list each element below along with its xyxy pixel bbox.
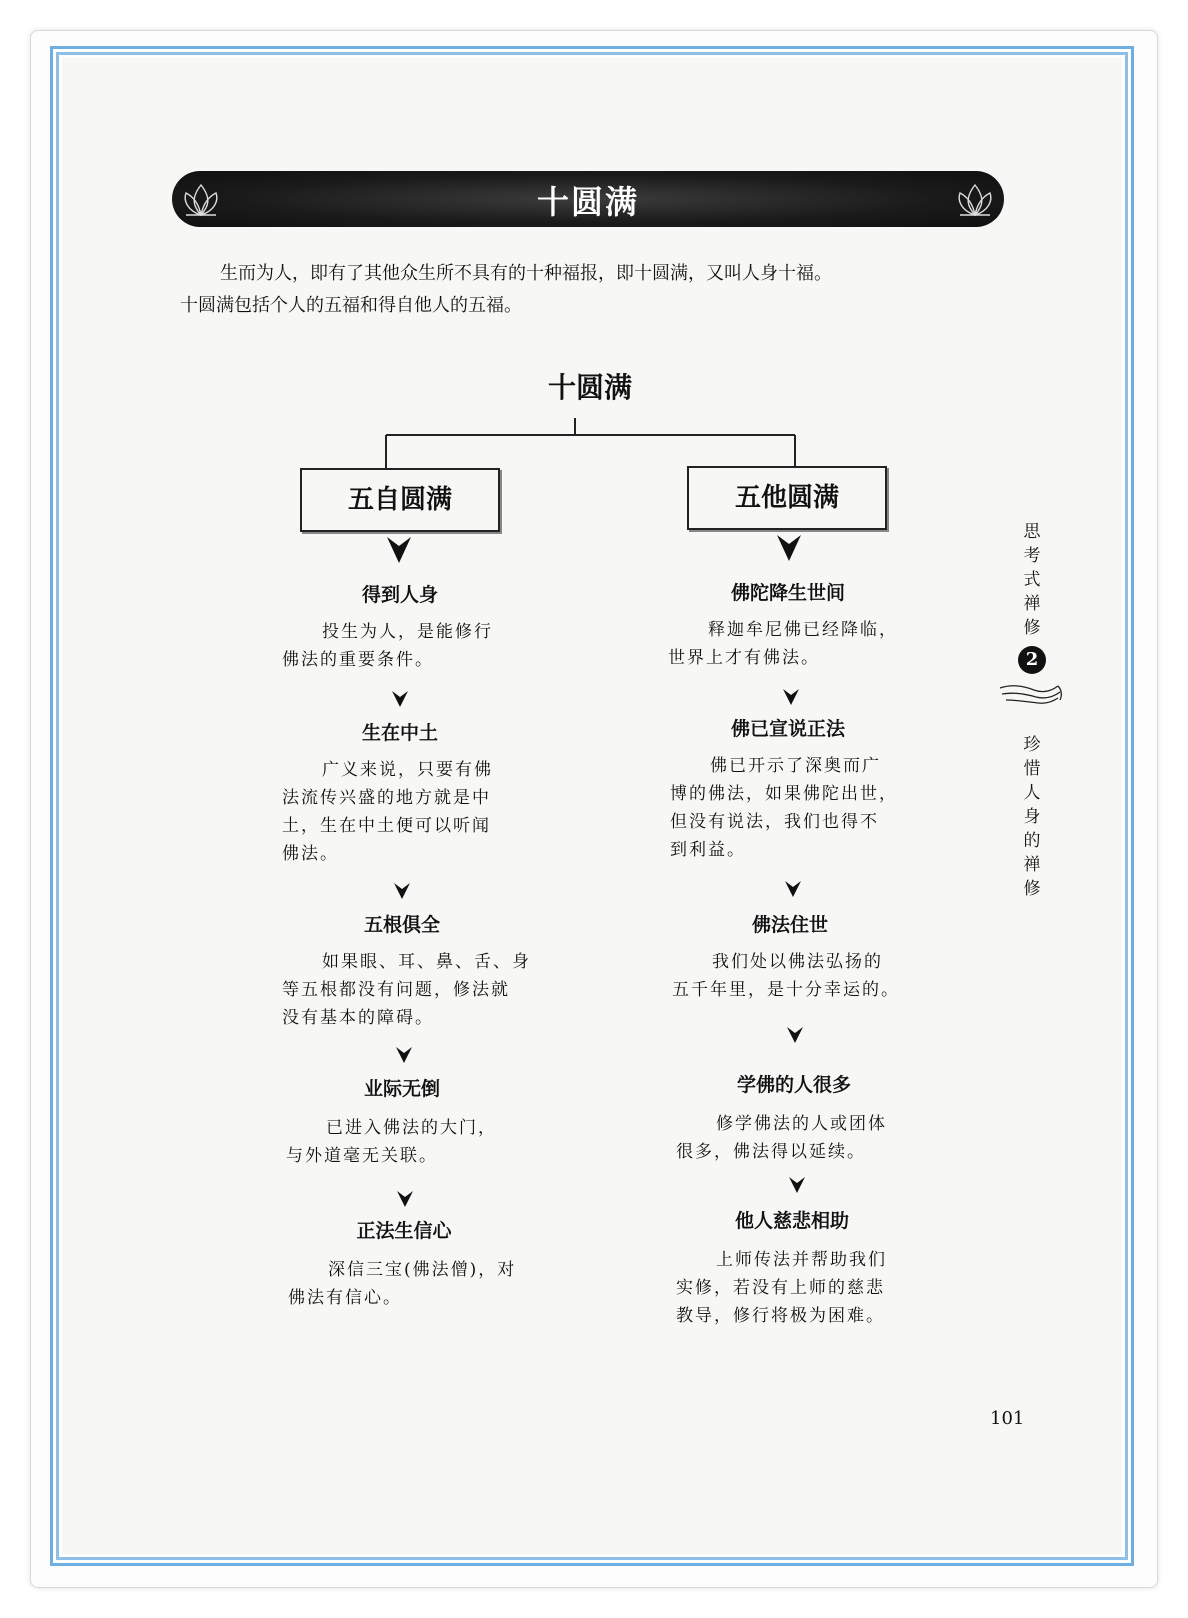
arrow-down-icon <box>776 534 802 562</box>
hand-icon <box>998 674 1064 708</box>
banner-title: 十圆满 <box>536 183 639 221</box>
desc-line: 实修，若没有上师的慈悲 <box>676 1278 885 1298</box>
desc-line: 佛法有信心。 <box>288 1288 402 1308</box>
desc-line: 等五根都没有问题，修法就 <box>282 980 510 1000</box>
side-tab-char: 式 <box>1023 570 1041 590</box>
node-title: 佛已宣说正法 <box>730 718 845 740</box>
node-description <box>670 752 930 864</box>
desc-line: 土，生在中土便可以听闻 <box>282 816 491 836</box>
desc-line: 世界上才有佛法。 <box>668 648 820 668</box>
chapter-side-tab <box>1012 520 1052 901</box>
desc-line: 五千年里，是十分幸运的。 <box>672 980 900 1000</box>
node-title: 佛陀降生世间 <box>730 582 845 604</box>
side-tab-char: 思 <box>1023 522 1041 542</box>
desc-line: 到利益。 <box>670 840 746 860</box>
desc-line: 广义来说，只要有佛 <box>322 760 493 780</box>
node-title: 他人慈悲相助 <box>734 1210 849 1232</box>
arrow-down-icon <box>393 882 411 900</box>
desc-line: 修学佛法的人或团体 <box>716 1114 887 1134</box>
node-description <box>676 1110 926 1166</box>
side-tab-char: 身 <box>1023 807 1041 827</box>
desc-line: 博的佛法，如果佛陀出世， <box>670 784 898 804</box>
side-tab-char: 禅 <box>1023 855 1041 875</box>
node-description <box>282 618 532 674</box>
node-title: 佛法住世 <box>751 914 828 936</box>
side-tab-char: 的 <box>1023 831 1041 851</box>
node-description <box>286 1114 536 1170</box>
node-title: 生在中土 <box>361 722 438 744</box>
tree-root-title: 十圆满 <box>547 371 632 404</box>
desc-line: 没有基本的障碍。 <box>282 1008 434 1028</box>
desc-line: 佛已开示了深奥而广 <box>710 756 881 776</box>
arrow-down-icon <box>786 1026 804 1044</box>
desc-line: 很多，佛法得以延续。 <box>676 1142 866 1162</box>
branch-box-others: 五他圆满 <box>687 466 887 530</box>
side-tab-char: 惜 <box>1023 759 1041 779</box>
node-description <box>288 1256 538 1312</box>
desc-line: 但没有说法，我们也得不 <box>670 812 879 832</box>
node-description <box>676 1246 936 1330</box>
side-tab-char: 修 <box>1023 879 1041 899</box>
desc-line: 我们处以佛法弘扬的 <box>712 952 883 972</box>
side-tab-char: 人 <box>1023 783 1041 803</box>
arrow-down-icon <box>788 1176 806 1194</box>
desc-line: 教导，修行将极为困难。 <box>676 1306 885 1326</box>
desc-line: 与外道毫无关联。 <box>286 1146 438 1166</box>
node-title: 学佛的人很多 <box>736 1074 851 1096</box>
node-description <box>282 756 532 868</box>
desc-line: 法流传兴盛的地方就是中 <box>282 788 491 808</box>
side-tab-char: 珍 <box>1023 735 1041 755</box>
node-description <box>672 948 932 1004</box>
arrow-down-icon <box>391 690 409 708</box>
intro-line: 十圆满包括个人的五福和得自他人的五福。 <box>180 295 522 316</box>
arrow-down-icon <box>782 688 800 706</box>
side-tab-char: 修 <box>1023 618 1041 638</box>
branch-box-self: 五自圆满 <box>300 468 500 532</box>
node-title: 五根俱全 <box>363 914 440 936</box>
node-title: 正法生信心 <box>356 1220 452 1242</box>
chapter-number-badge: 2 <box>1018 646 1046 674</box>
desc-line: 深信三宝(佛法僧)，对 <box>328 1260 517 1280</box>
desc-line: 如果眼、耳、鼻、舌、身 <box>322 952 531 972</box>
node-title: 得到人身 <box>361 584 438 606</box>
node-description <box>668 616 918 672</box>
desc-line: 佛法。 <box>282 844 339 864</box>
node-title: 业际无倒 <box>363 1078 440 1100</box>
arrow-down-icon <box>386 536 412 564</box>
page-number: 101 <box>990 1408 1025 1429</box>
arrow-down-icon <box>395 1046 413 1064</box>
arrow-down-icon <box>784 880 802 898</box>
desc-line: 投生为人，是能修行 <box>322 622 493 642</box>
desc-line: 上师传法并帮助我们 <box>716 1250 887 1270</box>
side-tab-char: 考 <box>1023 546 1041 566</box>
desc-line: 已进入佛法的大门， <box>326 1118 497 1138</box>
desc-line: 佛法的重要条件。 <box>282 650 434 670</box>
node-description <box>282 948 542 1032</box>
side-tab-char: 禅 <box>1023 594 1041 614</box>
desc-line: 释迦牟尼佛已经降临， <box>708 620 898 640</box>
intro-line: 生而为人，即有了其他众生所不具有的十种福报，即十圆满，又叫人身十福。 <box>220 263 832 284</box>
arrow-down-icon <box>396 1190 414 1208</box>
